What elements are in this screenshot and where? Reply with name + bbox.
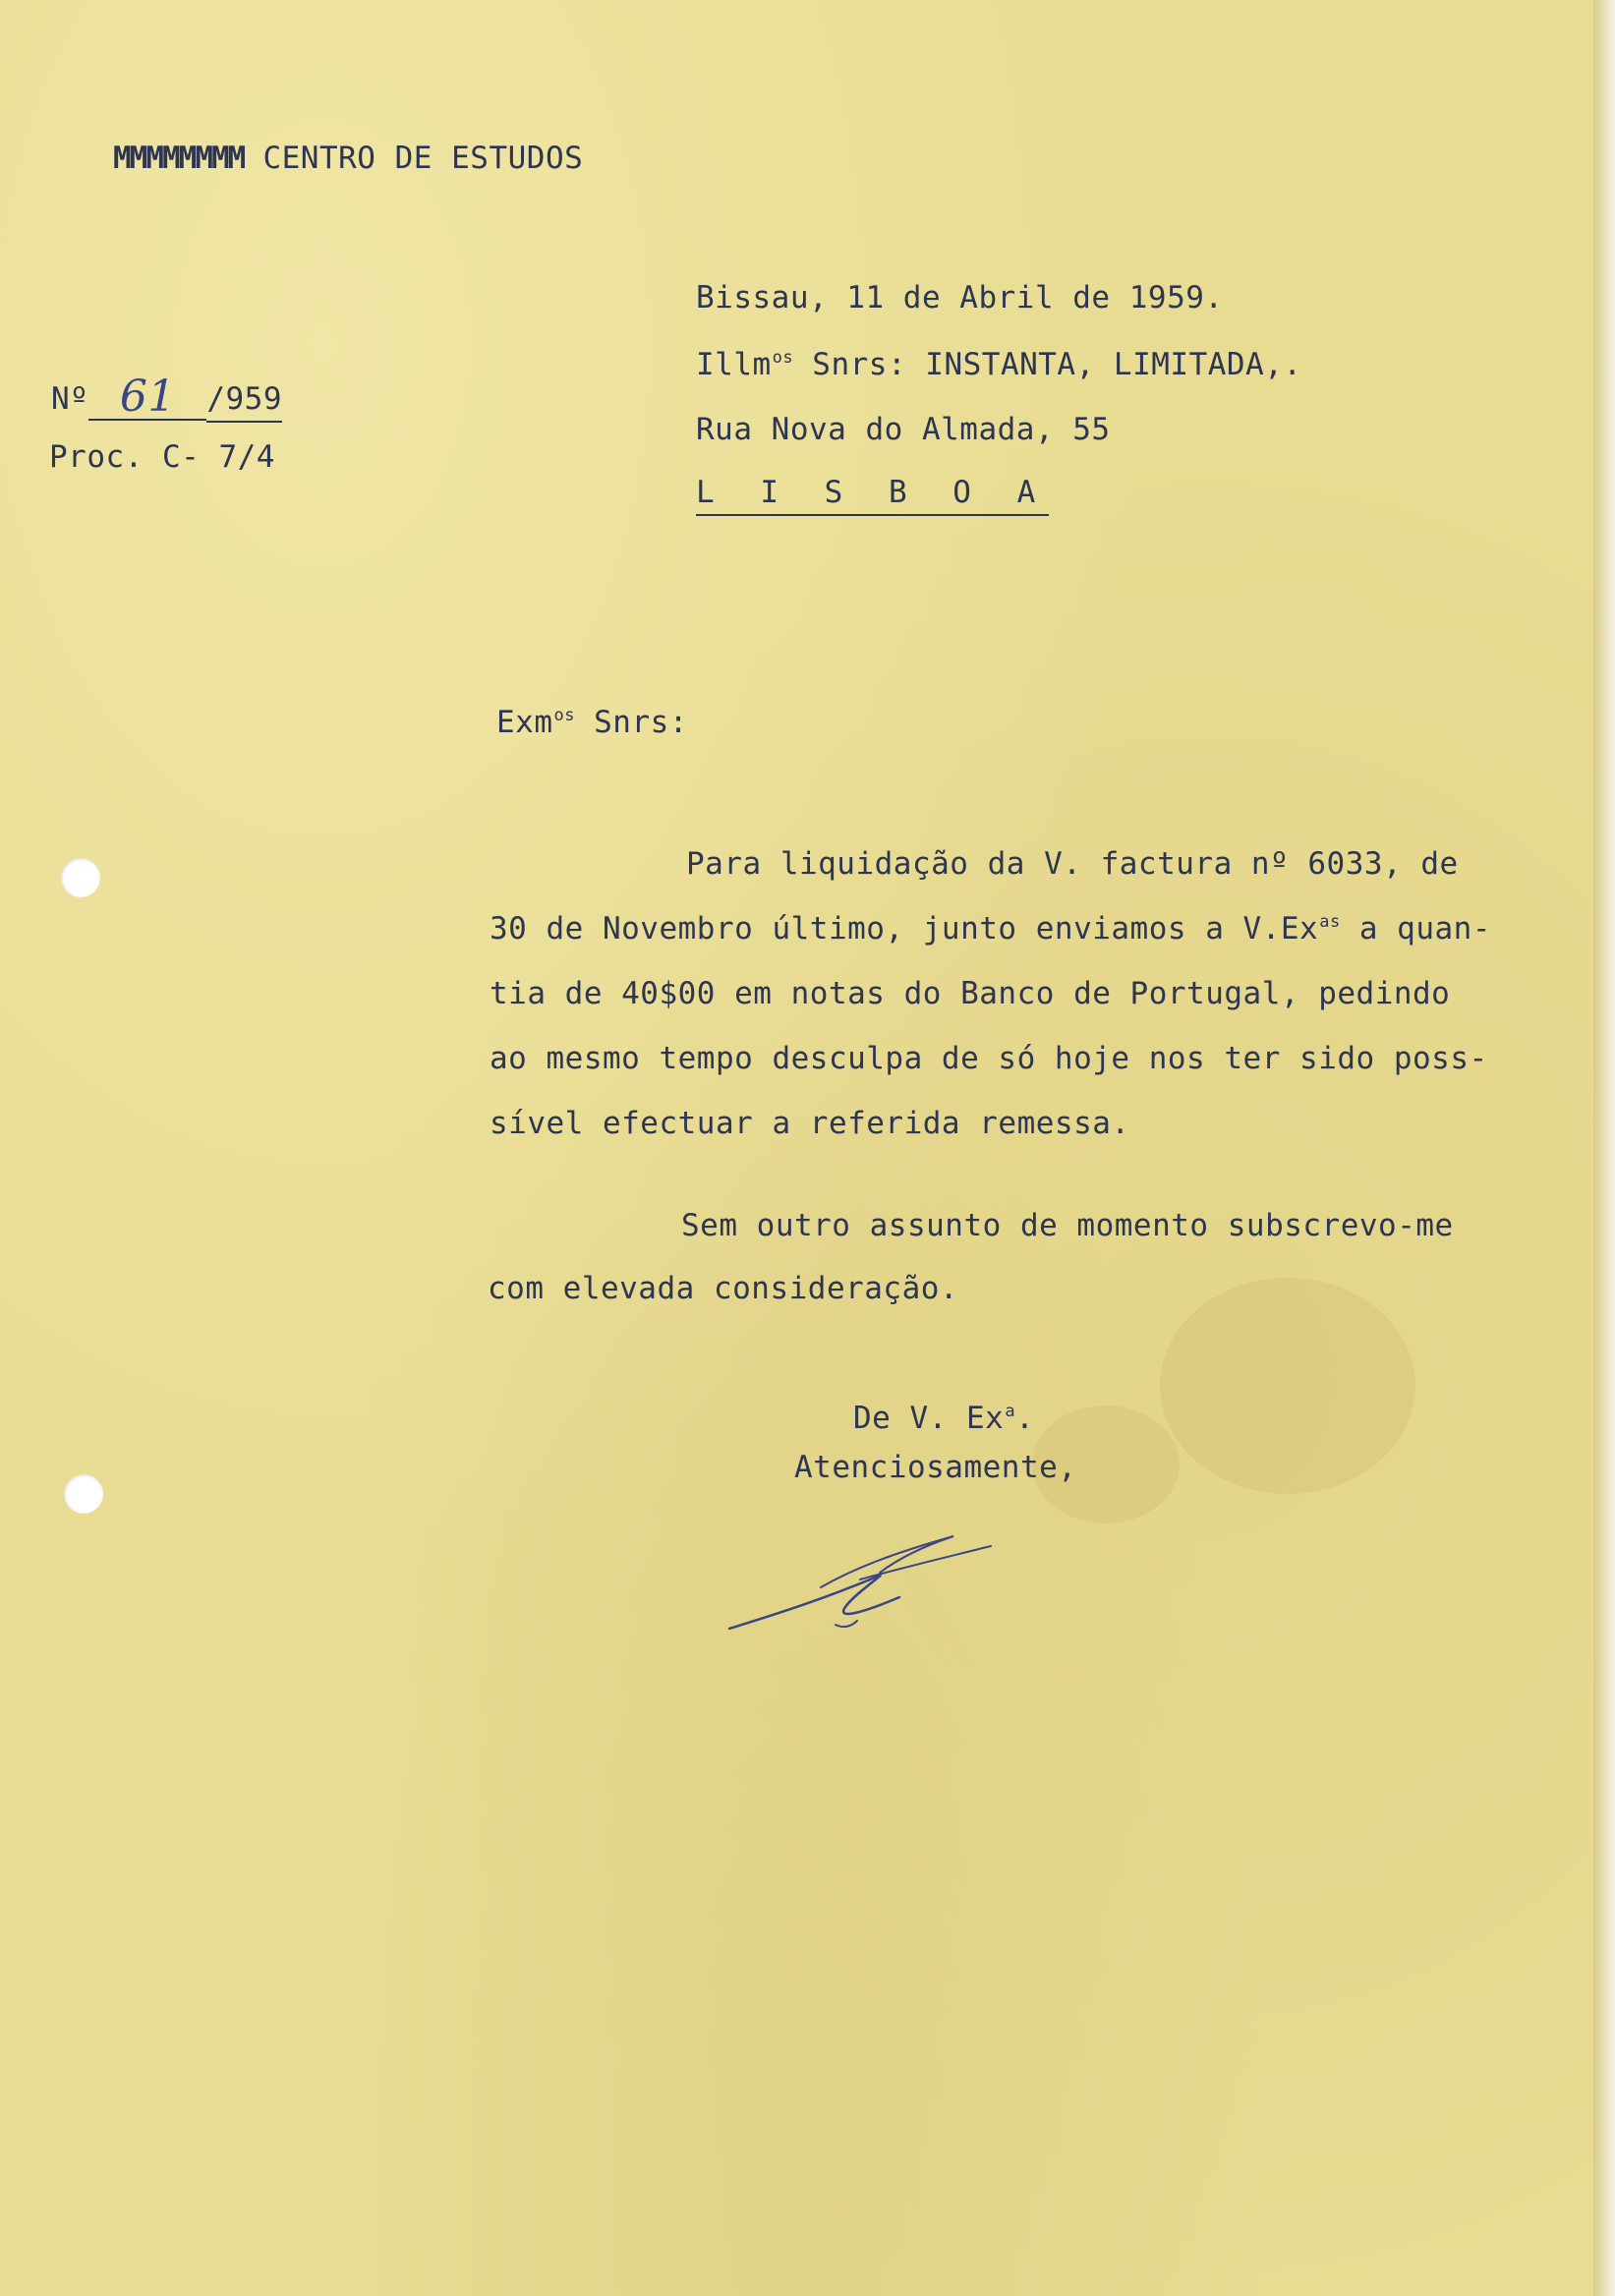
reference-number bbox=[51, 372, 282, 422]
date-line: Bissau, 11 de Abril de 1959. bbox=[696, 280, 1224, 316]
address-street: Rua Nova do Almada, 55 bbox=[696, 412, 1111, 447]
number-prefix: Nº bbox=[51, 381, 89, 417]
addressee-line: Illm$^{os}$ Snrs: INSTANTA, LIMITADA,. bbox=[696, 347, 1302, 382]
page-edge bbox=[1593, 0, 1615, 2296]
body-line: 30 de Novembro último, junto enviamos a $V.Ex^{as}$ a quan- bbox=[490, 911, 1491, 947]
body-line: ao mesmo tempo desculpa de só hoje nos ter sido poss- bbox=[490, 1041, 1488, 1076]
closing-line: De V. Ex$^a$. bbox=[853, 1401, 1035, 1436]
punch-hole bbox=[61, 858, 100, 897]
letterhead bbox=[113, 141, 584, 176]
signature-icon bbox=[727, 1519, 1003, 1646]
number-year: /959 bbox=[206, 381, 282, 423]
organization-name: CENTRO DE ESTUDOS bbox=[262, 141, 584, 176]
body-line: com elevada consideração. bbox=[488, 1271, 959, 1306]
process-reference: Proc. C- 7/4 bbox=[49, 439, 275, 475]
paper-stain bbox=[1160, 1278, 1415, 1494]
body-line: tia de 40$00 em notas do Banco de Portugal, pedindo bbox=[490, 976, 1451, 1011]
punch-hole bbox=[64, 1474, 103, 1514]
body-line: Sem outro assunto de momento subscrevo-me bbox=[681, 1208, 1454, 1243]
greeting: Exm$^{os}$ Snrs: bbox=[496, 705, 688, 740]
struck-out-text: MMMMMMMM bbox=[113, 141, 245, 176]
closing-line: Atenciosamente, bbox=[794, 1450, 1077, 1485]
address-city: L I S B O A bbox=[696, 478, 1049, 508]
body-line: sível efectuar a referida remessa. bbox=[490, 1106, 1130, 1141]
handwritten-number: 61 bbox=[119, 372, 176, 422]
body-line: Para liquidação da V. factura nº 6033, de bbox=[686, 846, 1459, 882]
